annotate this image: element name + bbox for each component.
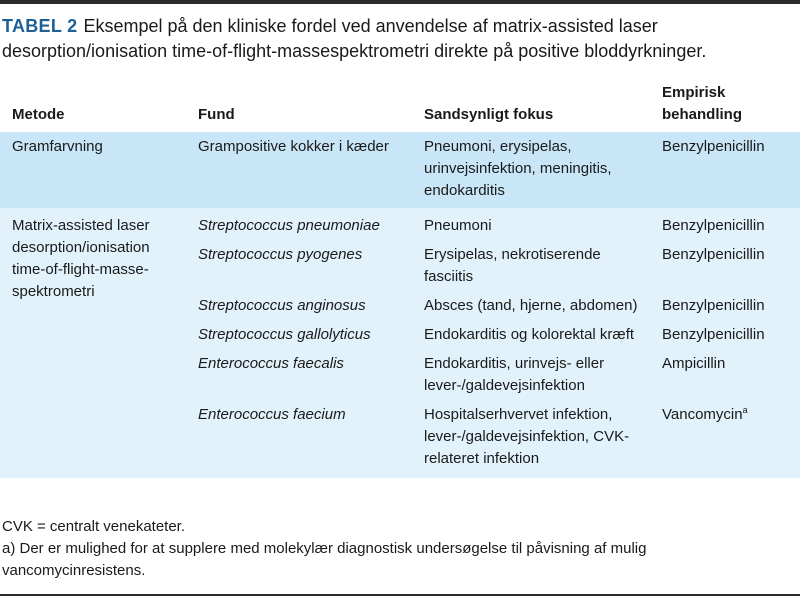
cell-treatment <box>656 404 800 478</box>
footnote-abbreviation: CVK = centralt venekateter. <box>2 518 186 535</box>
cell-finding: Streptococcus pneumoniae <box>186 208 418 244</box>
cell-finding: Streptococcus pyogenes <box>186 244 418 295</box>
cell-treatment <box>656 208 800 244</box>
cell-focus: Absces (tand, hjerne, abdomen) <box>418 295 656 324</box>
cell-finding: Streptococcus gallolyticus <box>186 324 418 353</box>
treatment-text: Benzylpenicillin <box>662 326 765 343</box>
treatment-text: Benzylpenicillin <box>662 217 765 234</box>
header-treatment: Empirisk behandling <box>656 78 800 132</box>
table-label: TABEL 2 <box>2 16 78 36</box>
table-caption <box>2 14 796 64</box>
cell-focus: Hospitalserhvervet infektion, lever-/galdevejsinfektion, CVK-relateret infektion <box>418 404 656 478</box>
clinical-table <box>0 78 800 478</box>
caption-text: Eksempel på den kliniske fordel ved anvendelse af matrix-assisted laser desorption/ionisation time-of-flight-massespektrometri direkte på positive bloddyrkninger. <box>2 16 707 61</box>
footnotes <box>2 516 792 582</box>
table-row-gram <box>0 132 800 209</box>
cell-finding: Enterococcus faecalis <box>186 353 418 404</box>
header-focus: Sandsynligt fokus <box>418 78 656 132</box>
cell-treatment-gram: Benzylpenicillin <box>656 132 800 209</box>
cell-focus: Endokarditis, urinvejs- eller lever-/galdevejsinfektion <box>418 353 656 404</box>
cell-finding: Streptococcus anginosus <box>186 295 418 324</box>
cell-finding: Enterococcus faecium <box>186 404 418 478</box>
treatment-text: Ampicillin <box>662 355 726 372</box>
cell-treatment <box>656 324 800 353</box>
table-row <box>0 208 800 244</box>
header-row <box>0 78 800 132</box>
treatment-footnote-mark: a <box>742 405 748 415</box>
treatment-text: Benzylpenicillin <box>662 297 765 314</box>
cell-focus-gram: Pneumoni, erysipelas, urinvejsinfektion, meningitis, endokarditis <box>418 132 656 209</box>
header-method: Metode <box>0 78 186 132</box>
table-container <box>0 78 800 478</box>
cell-finding-gram: Grampositive kokker i kæder <box>186 132 418 209</box>
cell-focus: Endokarditis og kolorektal kræft <box>418 324 656 353</box>
header-finding: Fund <box>186 78 418 132</box>
cell-method-maldi: Matrix-assisted laser desorption/ionisation time-of-flight-masse-spektrometri <box>0 208 186 478</box>
treatment-text: Benzylpenicillin <box>662 246 765 263</box>
cell-treatment <box>656 244 800 295</box>
cell-method-gram: Gramfarvning <box>0 132 186 209</box>
treatment-text: Vancomycin <box>662 406 743 423</box>
cell-focus: Erysipelas, nekrotiserende fasciitis <box>418 244 656 295</box>
footnote-a: a) Der er mulighed for at supplere med molekylær diagnostisk undersøgelse til påvisning af mulig vancomycinresistens. <box>2 540 647 579</box>
top-rule <box>0 0 800 4</box>
bottom-rule <box>0 594 800 596</box>
cell-treatment <box>656 353 800 404</box>
cell-focus: Pneumoni <box>418 208 656 244</box>
cell-treatment <box>656 295 800 324</box>
